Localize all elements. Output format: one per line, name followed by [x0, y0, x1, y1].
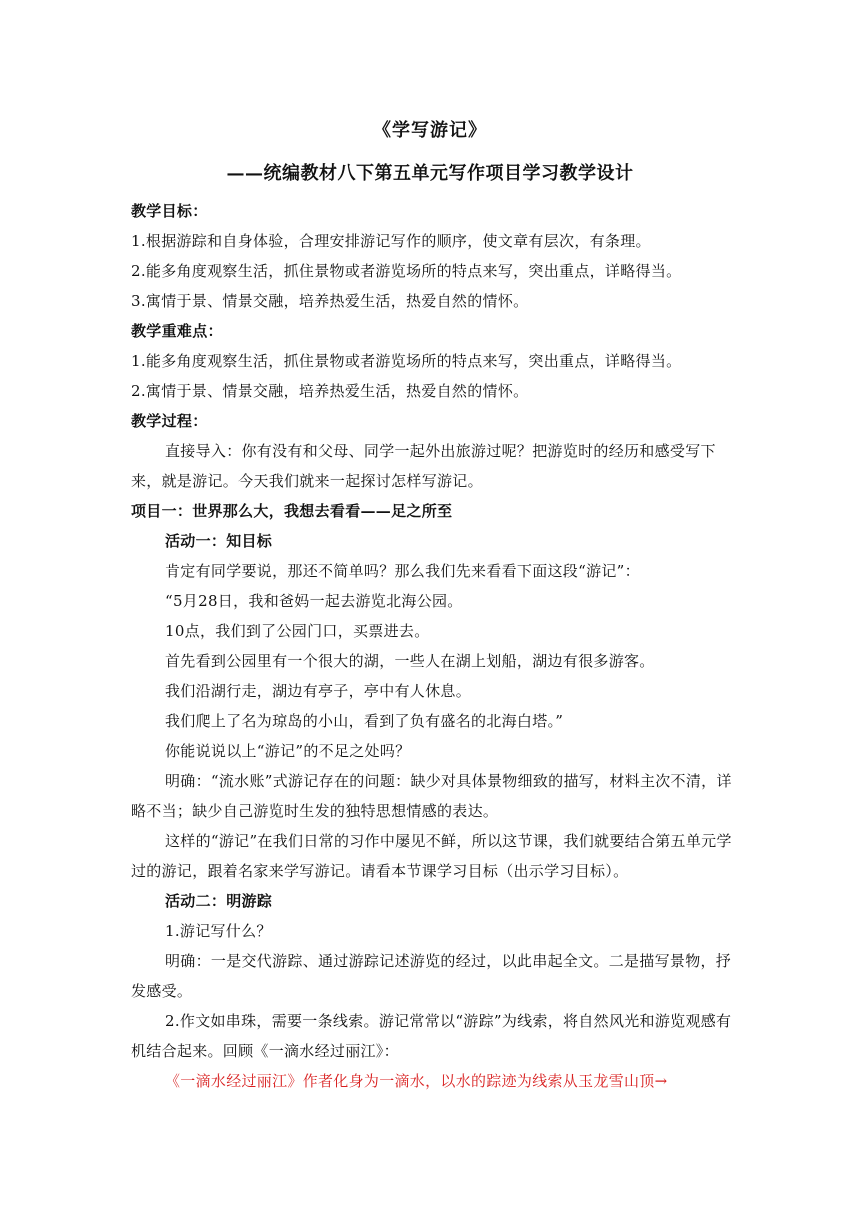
quote-line: 我们爬上了名为琼岛的小山，看到了负有盛名的北海白塔。” — [165, 712, 564, 730]
objective-item: 1.根据游踪和自身体验，合理安排游记写作的顺序，使文章有层次，有条理。 — [131, 232, 651, 250]
quote-line: “5月28日，我和爸妈一起去游览北海公园。 — [165, 592, 463, 610]
activity1-heading: 活动一：知目标 — [165, 532, 273, 550]
question-paragraph: 你能说说以上“游记”的不足之处吗？ — [165, 742, 411, 760]
document-body — [131, 196, 733, 1096]
answer-paragraph: 明确：一是交代游踪、通过游踪记述游览的经过，以此串起全文。二是描写景物，抒发感受。 — [131, 952, 732, 1000]
quote-line: 首先看到公园里有一个很大的湖，一些人在湖上划船，湖边有很多游客。 — [165, 652, 655, 670]
document-subtitle: ——统编教材八下第五单元写作项目学习教学设计 — [226, 163, 634, 184]
project1-heading: 项目一：世界那么大，我想去看看——足之所至 — [131, 502, 453, 520]
objective-item: 2.能多角度观察生活，抓住景物或者游览场所的特点来写，突出重点，详略得当。 — [131, 262, 682, 280]
quote-line: 我们沿湖行走，湖边有亭子，亭中有人休息。 — [165, 682, 472, 700]
paragraph: 这样的“游记”在我们日常的习作中屡见不鲜，所以这节课，我们就要结合第五单元学过的游记，跟着名家来学写游记。请看本节课学习目标（出示学习目标）。 — [131, 832, 732, 880]
objective-item: 3.寓情于景、情景交融，培养热爱生活，热爱自然的情怀。 — [131, 292, 529, 310]
paragraph: 1.游记写什么？ — [165, 922, 272, 940]
key-point-item: 1.能多角度观察生活，抓住景物或者游览场所的特点来写，突出重点，详略得当。 — [131, 352, 682, 370]
quote-line: 10点，我们到了公园门口，买票进去。 — [165, 622, 430, 640]
highlight-paragraph: 《一滴水经过丽江》作者化身为一滴水，以水的踪迹为线索从玉龙雪山顶→ — [165, 1072, 668, 1090]
answer-paragraph: 明确：“流水账”式游记存在的问题：缺少对具体景物细致的描写，材料主次不清，详略不当；缺少自己游览时生发的独特思想情感的表达。 — [131, 772, 732, 820]
activity2-heading: 活动二：明游踪 — [165, 892, 273, 910]
key-points-heading: 教学重难点： — [131, 322, 223, 340]
objectives-heading: 教学目标： — [131, 202, 208, 220]
process-heading: 教学过程： — [131, 412, 208, 430]
intro-paragraph: 直接导入：你有没有和父母、同学一起外出旅游过呢？把游览时的经历和感受写下来，就是游记。今天我们就来一起探讨怎样写游记。 — [131, 442, 716, 490]
key-point-item: 2.寓情于景、情景交融，培养热爱生活，热爱自然的情怀。 — [131, 382, 529, 400]
paragraph: 肯定有同学要说，那还不简单吗？那么我们先来看看下面这段“游记”： — [165, 562, 640, 580]
paragraph: 2.作文如串珠，需要一条线索。游记常常以“游踪”为线索，将自然风光和游览观感有机结合起来。回顾《一滴水经过丽江》： — [131, 1012, 732, 1060]
document-title: 《学写游记》 — [373, 120, 487, 141]
